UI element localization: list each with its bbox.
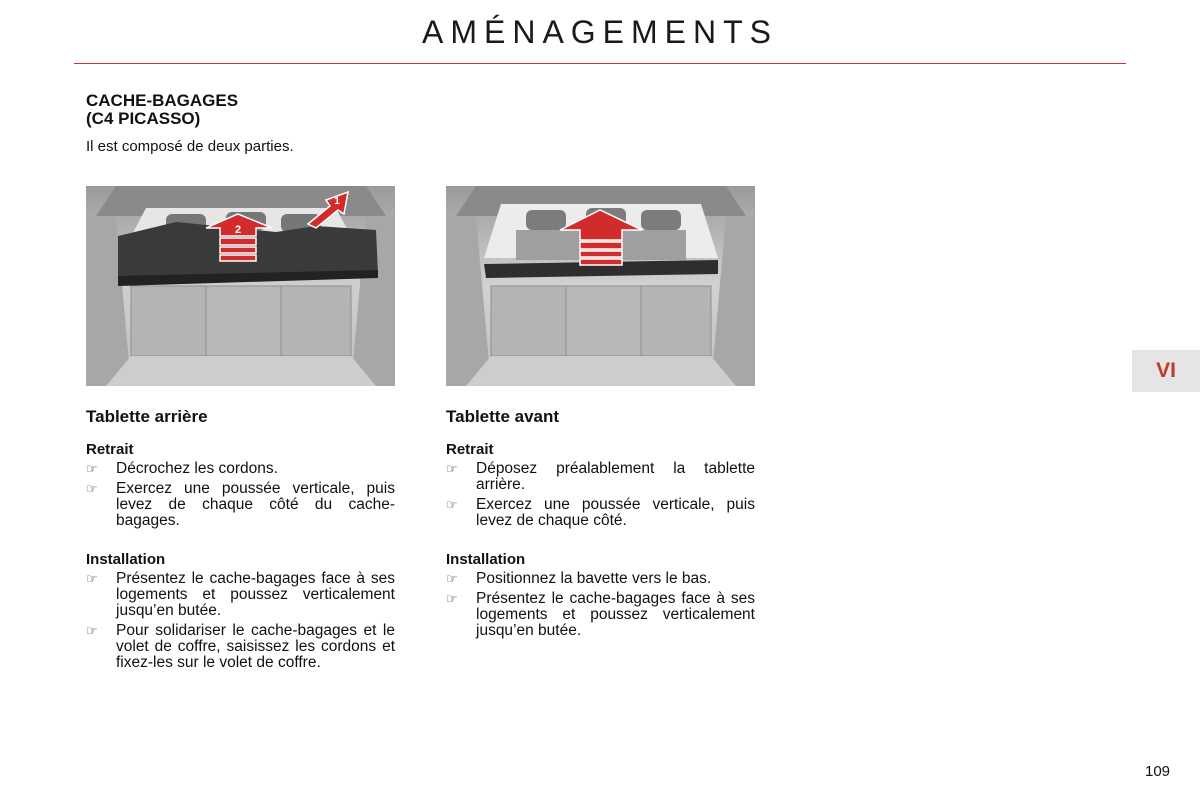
page-number: 109 [1145, 763, 1171, 780]
pointing-hand-icon: ☞ [446, 571, 458, 586]
arrow-label-1: 1 [334, 196, 340, 207]
pointing-hand-icon: ☞ [86, 481, 98, 496]
group-rear-installation [86, 551, 395, 671]
list-item: ☞ Exercez une poussée verticale, puis levez de chaque côté du cache-bagages. [86, 480, 395, 529]
page-title: AMÉNAGEMENTS [421, 14, 779, 50]
pointing-hand-icon: ☞ [446, 591, 458, 606]
group-front-removal [446, 441, 755, 529]
title-rule [74, 63, 1126, 64]
pointing-hand-icon: ☞ [86, 623, 98, 638]
list-item: ☞ Exercez une poussée verticale, puis levez de chaque côté. [446, 496, 755, 529]
subheading-front-removal: Retrait [446, 441, 494, 458]
heading-rear-shelf: Tablette arrière [86, 407, 208, 426]
column-rear-shelf [86, 407, 395, 675]
pointing-hand-icon: ☞ [86, 571, 98, 586]
list-item: ☞ Déposez préalablement la tablette arrière. [446, 460, 755, 493]
list-item: ☞ Positionnez la bavette vers le bas. [446, 570, 712, 587]
subheading-front-installation: Installation [446, 551, 526, 568]
list-item: ☞ Présentez le cache-bagages face à ses logements et poussez verticalement jusqu’en butée. [446, 590, 755, 639]
column-front-shelf [446, 407, 755, 643]
group-rear-removal [86, 441, 395, 529]
front-shelf-illustration [446, 186, 755, 386]
arrow-label-2: 2 [234, 224, 242, 236]
section-title [86, 92, 238, 128]
group-front-installation [446, 551, 755, 639]
chapter-tab[interactable]: VI [1132, 350, 1200, 392]
list-item: ☞ Présentez le cache-bagages face à ses logements et poussez verticalement jusqu’en butée. [86, 570, 395, 619]
subheading-rear-removal: Retrait [86, 441, 134, 458]
section-title-line1: CACHE-BAGAGES [86, 91, 239, 110]
rear-shelf-illustration [86, 186, 395, 386]
heading-front-shelf: Tablette avant [446, 407, 560, 426]
list-item: ☞ Décrochez les cordons. [86, 460, 278, 477]
pointing-hand-icon: ☞ [86, 461, 98, 476]
pointing-hand-icon: ☞ [446, 497, 458, 512]
pointing-hand-icon: ☞ [446, 461, 458, 476]
section-title-line2: (C4 PICASSO) [86, 109, 201, 128]
list-item: ☞ Pour solidariser le cache-bagages et le volet de coffre, saisissez les cordons et fixez-les sur le volet de coffre. [86, 622, 395, 671]
subheading-rear-installation: Installation [86, 551, 166, 568]
intro-text: Il est composé de deux parties. [86, 138, 294, 155]
